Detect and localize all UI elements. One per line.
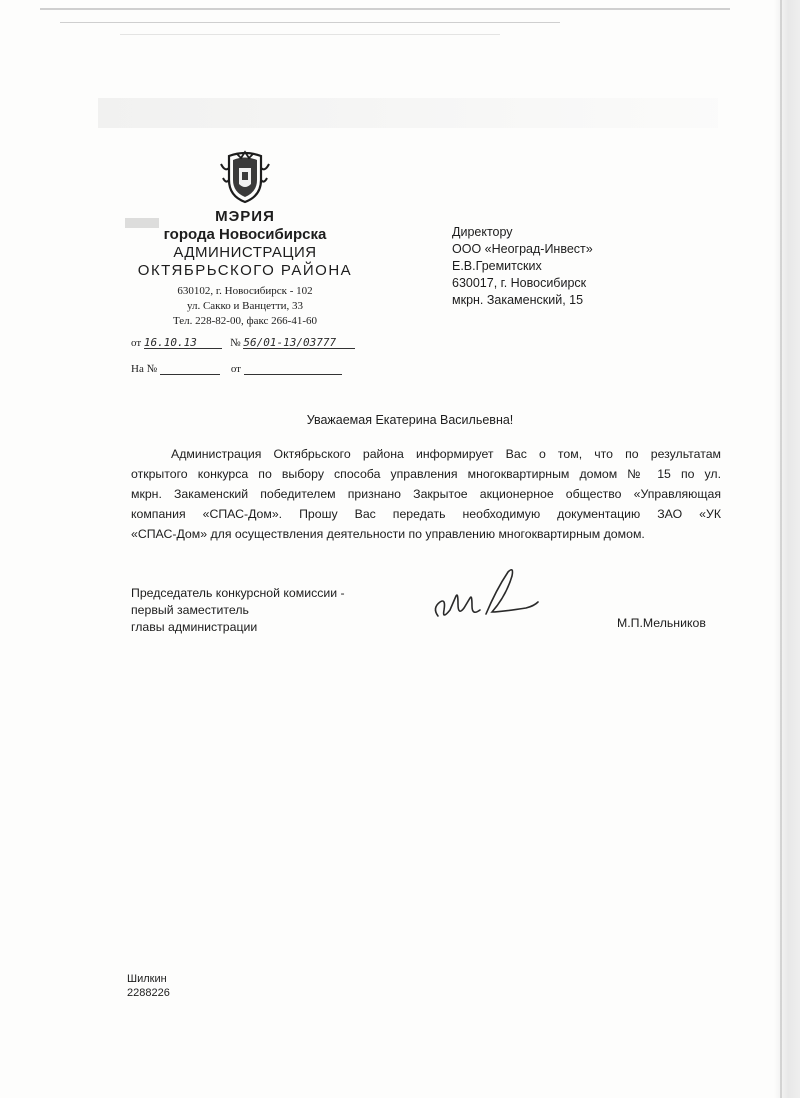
ref-label: На № [131, 363, 158, 375]
scan-edge-line [780, 0, 782, 1098]
body-line-1: Администрация Октябрьского района информирует Вас о том, что по результатам [171, 447, 721, 461]
registration-line [131, 336, 355, 349]
letterhead [120, 150, 370, 329]
addressee-line-1: Директору [452, 225, 513, 239]
letter-body [131, 444, 721, 544]
ref-number-field [160, 362, 220, 375]
org-address-2: ул. Сакко и Ванцетти, 33 [186, 300, 304, 312]
org-address-1: 630102, г. Новосибирск - 102 [177, 285, 313, 297]
scan-artifact-top [0, 0, 800, 42]
org-name-2: города Новосибирска [163, 226, 327, 243]
signatory-name: М.П.Мельников [617, 616, 706, 630]
addressee-line-4: 630017, г. Новосибирск [452, 276, 587, 290]
org-phone: Тел. 228-82-00, факс 266-41-60 [172, 315, 318, 327]
handwritten-signature-icon [430, 560, 540, 630]
addressee-line-5: мкрн. Закаменский, 15 [452, 293, 584, 307]
addressee-line-2: ООО «Неоград-Инвест» [452, 242, 593, 256]
scan-artifact-blur [98, 98, 718, 128]
body-line-2: открытого конкурса по выбору способа управления многоквартирным домом № 15 по ул. [131, 467, 721, 481]
reg-number-label: № [230, 337, 241, 349]
ref-date-field [244, 362, 342, 375]
body-line-5: «СПАС-Дом» для осуществления деятельности по управлению многоквартирным домом. [131, 527, 645, 541]
salutation: Уважаемая Екатерина Васильевна! [306, 413, 514, 427]
reg-date-field [144, 336, 222, 349]
reg-from-label: от [131, 337, 142, 349]
reg-number-value: 56/01-13/03777 [243, 336, 337, 349]
scan-edge-shadow [774, 0, 800, 1098]
executor-name: Шилкин [127, 973, 167, 985]
org-name-4: ОКТЯБРЬСКОГО РАЙОНА [137, 262, 353, 279]
signatory-title-1: Председатель конкурсной комиссии - [131, 586, 345, 600]
signatory-title [131, 585, 345, 636]
body-line-4: компания «СПАС-Дом». Прошу Вас передать необходимую документацию ЗАО «УК [131, 507, 721, 521]
executor-block [127, 972, 170, 1000]
addressee-line-3: Е.В.Гремитских [452, 259, 542, 273]
reference-line [131, 362, 342, 375]
signatory-title-2: первый заместитель [131, 603, 249, 617]
coat-of-arms-icon [217, 150, 273, 206]
reg-date-value: 16.10.13 [143, 336, 197, 349]
addressee-block [452, 224, 593, 309]
org-name-1: МЭРИЯ [215, 208, 275, 225]
ref-from-label: от [230, 363, 241, 375]
reg-number-field [243, 336, 355, 349]
executor-phone: 2288226 [127, 987, 170, 999]
org-name-3: АДМИНИСТРАЦИЯ [173, 244, 317, 261]
signatory-title-3: главы администрации [131, 620, 258, 634]
body-line-3: мкрн. Закаменский победителем признано Закрытое акционерное общество «Управляющая [131, 487, 721, 501]
